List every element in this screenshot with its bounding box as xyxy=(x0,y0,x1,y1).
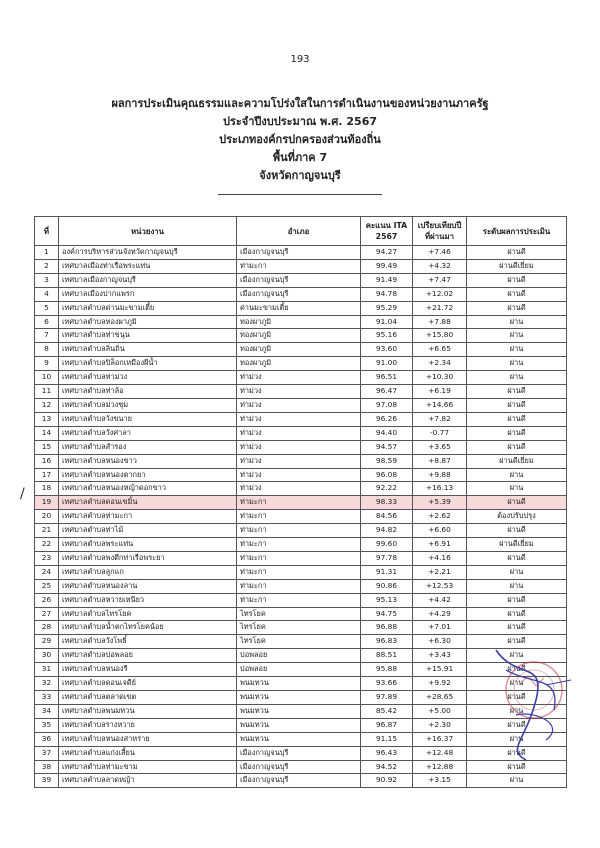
cell-score: 91.00 xyxy=(361,357,413,371)
cell-no: 15 xyxy=(35,440,59,454)
cell-compare: +2.34 xyxy=(413,357,467,371)
cell-level: ผ่านดี xyxy=(467,635,567,649)
table-row xyxy=(35,246,567,260)
cell-level: ผ่าน xyxy=(467,732,567,746)
header-level: ระดับผลการประเมิน xyxy=(467,217,567,246)
cell-district: บ่อพลอย xyxy=(237,649,361,663)
cell-district: ไทรโยค xyxy=(237,607,361,621)
cell-district: ไทรโยค xyxy=(237,621,361,635)
cell-agency: เทศบาลตำบลบ่อพลอย xyxy=(59,649,237,663)
cell-compare: +6.60 xyxy=(413,524,467,538)
cell-compare: +7.88 xyxy=(413,315,467,329)
cell-level: ผ่านดีเยี่ยม xyxy=(467,259,567,273)
cell-no: 22 xyxy=(35,538,59,552)
cell-compare: +9.88 xyxy=(413,468,467,482)
cell-no: 23 xyxy=(35,551,59,565)
table-row xyxy=(35,273,567,287)
cell-district: พนมทวน xyxy=(237,718,361,732)
cell-level: ผ่านดี xyxy=(467,273,567,287)
cell-score: 94.40 xyxy=(361,426,413,440)
table-row xyxy=(35,371,567,385)
cell-district: เมืองกาญจนบุรี xyxy=(237,746,361,760)
cell-level: ผ่านดี xyxy=(467,524,567,538)
cell-district: เมืองกาญจนบุรี xyxy=(237,760,361,774)
cell-score: 95.16 xyxy=(361,329,413,343)
cell-district: ท่ามะกา xyxy=(237,259,361,273)
cell-score: 95.29 xyxy=(361,301,413,315)
cell-score: 97.89 xyxy=(361,691,413,705)
cell-agency: เทศบาลตำบลรางหวาย xyxy=(59,718,237,732)
cell-compare: +4.42 xyxy=(413,593,467,607)
cell-score: 96.47 xyxy=(361,385,413,399)
cell-level: ผ่านดี xyxy=(467,385,567,399)
cell-compare: +3.65 xyxy=(413,440,467,454)
table-row xyxy=(35,385,567,399)
cell-score: 96.08 xyxy=(361,468,413,482)
cell-agency: เทศบาลตำบลท่าล้อ xyxy=(59,385,237,399)
cell-agency: เทศบาลตำบลวังขนาย xyxy=(59,412,237,426)
cell-no: 28 xyxy=(35,621,59,635)
cell-no: 19 xyxy=(35,496,59,510)
cell-agency: เทศบาลตำบลด่านมะขามเตี้ย xyxy=(59,301,237,315)
cell-district: ท่ามะกา xyxy=(237,524,361,538)
cell-no: 34 xyxy=(35,704,59,718)
cell-level: ผ่าน xyxy=(467,371,567,385)
cell-agency: เทศบาลตำบลแก่งเสี้ยน xyxy=(59,746,237,760)
cell-compare: +7.47 xyxy=(413,273,467,287)
cell-level: ผ่าน xyxy=(467,315,567,329)
cell-compare: +12.88 xyxy=(413,760,467,774)
cell-agency: เทศบาลตำบลหนองขาว xyxy=(59,454,237,468)
cell-no: 12 xyxy=(35,398,59,412)
cell-no: 24 xyxy=(35,565,59,579)
cell-score: 96.83 xyxy=(361,635,413,649)
cell-agency: เทศบาลตำบลไทรโยค xyxy=(59,607,237,621)
cell-compare: +4.29 xyxy=(413,607,467,621)
cell-agency: เทศบาลตำบลพงตึกท่าเรือพระยา xyxy=(59,551,237,565)
cell-score: 88.51 xyxy=(361,649,413,663)
cell-no: 29 xyxy=(35,635,59,649)
cell-level: ผ่านดี xyxy=(467,760,567,774)
cell-district: พนมทวน xyxy=(237,691,361,705)
cell-no: 8 xyxy=(35,343,59,357)
cell-level: ผ่านดี xyxy=(467,718,567,732)
title-line-5: จังหวัดกาญจนบุรี xyxy=(259,169,341,182)
cell-compare: +10.30 xyxy=(413,371,467,385)
cell-level: ผ่านดี xyxy=(467,426,567,440)
cell-no: 11 xyxy=(35,385,59,399)
cell-compare: +5.00 xyxy=(413,704,467,718)
cell-score: 90.86 xyxy=(361,579,413,593)
cell-agency: เทศบาลตำบลท่ามะกา xyxy=(59,510,237,524)
cell-no: 4 xyxy=(35,287,59,301)
document-title xyxy=(0,95,600,185)
table-row xyxy=(35,579,567,593)
cell-level: ผ่าน xyxy=(467,357,567,371)
cell-score: 96.43 xyxy=(361,746,413,760)
page-number: 193 xyxy=(290,54,310,65)
cell-agency: เทศบาลตำบลทองผาภูมิ xyxy=(59,315,237,329)
cell-district: ท่ามะกา xyxy=(237,565,361,579)
table-row xyxy=(35,551,567,565)
cell-no: 13 xyxy=(35,412,59,426)
cell-no: 37 xyxy=(35,746,59,760)
cell-score: 90.92 xyxy=(361,774,413,788)
cell-district: ท่าม่วง xyxy=(237,426,361,440)
cell-no: 9 xyxy=(35,357,59,371)
cell-compare: +12.48 xyxy=(413,746,467,760)
cell-no: 21 xyxy=(35,524,59,538)
cell-district: ท่ามะกา xyxy=(237,551,361,565)
cell-level: ผ่านดี xyxy=(467,287,567,301)
cell-agency: เทศบาลเมืองกาญจนบุรี xyxy=(59,273,237,287)
cell-level: ผ่านดี xyxy=(467,398,567,412)
cell-score: 94.75 xyxy=(361,607,413,621)
cell-compare: +12.53 xyxy=(413,579,467,593)
cell-district: ทองผาภูมิ xyxy=(237,315,361,329)
cell-compare: +6.19 xyxy=(413,385,467,399)
cell-agency: เทศบาลตำบลท่ามะขาม xyxy=(59,760,237,774)
cell-level: ผ่าน xyxy=(467,677,567,691)
title-line-1: ผลการประเมินคุณธรรมและความโปร่งใสในการดำเนินงานของหน่วยงานภาครัฐ xyxy=(111,97,489,110)
cell-district: ท่าม่วง xyxy=(237,482,361,496)
cell-compare: +6.65 xyxy=(413,343,467,357)
cell-score: 99.60 xyxy=(361,538,413,552)
cell-compare: +16.13 xyxy=(413,482,467,496)
cell-agency: เทศบาลตำบลม่วงชุม xyxy=(59,398,237,412)
cell-no: 3 xyxy=(35,273,59,287)
cell-no: 33 xyxy=(35,691,59,705)
cell-compare: +7.46 xyxy=(413,246,467,260)
cell-score: 85.42 xyxy=(361,704,413,718)
cell-level: ผ่าน xyxy=(467,565,567,579)
cell-no: 17 xyxy=(35,468,59,482)
cell-district: ท่าม่วง xyxy=(237,468,361,482)
cell-agency: เทศบาลตำบลสำรอง xyxy=(59,440,237,454)
cell-score: 91.04 xyxy=(361,315,413,329)
table-row xyxy=(35,343,567,357)
cell-agency: เทศบาลตำบลท่าม่วง xyxy=(59,371,237,385)
cell-score: 96.26 xyxy=(361,412,413,426)
header-district: อำเภอ xyxy=(237,217,361,246)
cell-score: 84.56 xyxy=(361,510,413,524)
cell-score: 91.31 xyxy=(361,565,413,579)
table-row xyxy=(35,524,567,538)
cell-district: ท่ามะกา xyxy=(237,496,361,510)
table-row xyxy=(35,329,567,343)
cell-score: 98.33 xyxy=(361,496,413,510)
cell-score: 98.59 xyxy=(361,454,413,468)
cell-no: 30 xyxy=(35,649,59,663)
cell-district: ทองผาภูมิ xyxy=(237,329,361,343)
cell-agency: เทศบาลตำบลวังศาลา xyxy=(59,426,237,440)
cell-no: 10 xyxy=(35,371,59,385)
table-row xyxy=(35,357,567,371)
cell-district: เมืองกาญจนบุรี xyxy=(237,774,361,788)
cell-agency: เทศบาลตำบลปิล็อกเหมืองผีน้ำ xyxy=(59,357,237,371)
cell-compare: +3.43 xyxy=(413,649,467,663)
cell-level: ผ่านดี xyxy=(467,246,567,260)
table-row xyxy=(35,287,567,301)
cell-score: 92.22 xyxy=(361,482,413,496)
cell-district: ท่ามะกา xyxy=(237,579,361,593)
cell-district: ท่าม่วง xyxy=(237,371,361,385)
cell-district: ท่าม่วง xyxy=(237,440,361,454)
cell-agency: เทศบาลตำบลน้ำตกไทรโยคน้อย xyxy=(59,621,237,635)
table-row xyxy=(35,426,567,440)
cell-score: 96.87 xyxy=(361,718,413,732)
cell-level: ผ่านดี xyxy=(467,607,567,621)
cell-agency: เทศบาลตำบลหนองหญ้าดอกขาว xyxy=(59,482,237,496)
table-row xyxy=(35,454,567,468)
cell-level: ต้องปรับปรุง xyxy=(467,510,567,524)
cell-agency: เทศบาลตำบลลิ่นถิ่น xyxy=(59,343,237,357)
cell-no: 35 xyxy=(35,718,59,732)
header-score: คะแนน ITA 2567 xyxy=(361,217,413,246)
cell-level: ผ่าน xyxy=(467,649,567,663)
cell-agency: เทศบาลตำบลท่าขนุน xyxy=(59,329,237,343)
cell-level: ผ่านดี xyxy=(467,746,567,760)
cell-compare: +4.16 xyxy=(413,551,467,565)
cell-no: 26 xyxy=(35,593,59,607)
cell-compare: -0.77 xyxy=(413,426,467,440)
table-row xyxy=(35,593,567,607)
cell-compare: +21.72 xyxy=(413,301,467,315)
cell-no: 32 xyxy=(35,677,59,691)
cell-level: ผ่านดี xyxy=(467,691,567,705)
cell-district: ท่าม่วง xyxy=(237,398,361,412)
cell-no: 7 xyxy=(35,329,59,343)
cell-no: 39 xyxy=(35,774,59,788)
cell-agency: เทศบาลตำบลหนองรี xyxy=(59,663,237,677)
cell-score: 97.08 xyxy=(361,398,413,412)
cell-no: 27 xyxy=(35,607,59,621)
table-row xyxy=(35,510,567,524)
cell-district: ท่ามะกา xyxy=(237,593,361,607)
cell-no: 16 xyxy=(35,454,59,468)
cell-agency: เทศบาลตำบลท่าไม้ xyxy=(59,524,237,538)
cell-score: 94.27 xyxy=(361,246,413,260)
cell-district: ท่าม่วง xyxy=(237,385,361,399)
title-line-2: ประจำปีงบประมาณ พ.ศ. 2567 xyxy=(222,115,378,128)
cell-agency: เทศบาลตำบลตลาดเขต xyxy=(59,691,237,705)
cell-compare: +7.82 xyxy=(413,412,467,426)
cell-score: 94.82 xyxy=(361,524,413,538)
cell-no: 31 xyxy=(35,663,59,677)
cell-district: ทองผาภูมิ xyxy=(237,357,361,371)
cell-score: 94.52 xyxy=(361,760,413,774)
cell-agency: เทศบาลตำบลลาดหญ้า xyxy=(59,774,237,788)
cell-agency: องค์การบริหารส่วนจังหวัดกาญจนบุรี xyxy=(59,246,237,260)
margin-mark: / xyxy=(20,486,25,502)
cell-district: ทองผาภูมิ xyxy=(237,343,361,357)
cell-no: 36 xyxy=(35,732,59,746)
cell-level: ผ่านดีเยี่ยม xyxy=(467,538,567,552)
table-row xyxy=(35,398,567,412)
cell-score: 93.66 xyxy=(361,677,413,691)
cell-level: ผ่าน xyxy=(467,343,567,357)
cell-compare: +2.30 xyxy=(413,718,467,732)
cell-level: ผ่าน xyxy=(467,774,567,788)
cell-no: 6 xyxy=(35,315,59,329)
cell-agency: เทศบาลตำบลวังโพธิ์ xyxy=(59,635,237,649)
cell-level: ผ่านดี xyxy=(467,412,567,426)
cell-compare: +12.02 xyxy=(413,287,467,301)
cell-district: ไทรโยค xyxy=(237,635,361,649)
cell-score: 91.15 xyxy=(361,732,413,746)
cell-level: ผ่านดีเยี่ยม xyxy=(467,454,567,468)
table-row xyxy=(35,412,567,426)
cell-district: ด่านมะขามเตี้ย xyxy=(237,301,361,315)
cell-agency: เทศบาลตำบลพนมทวน xyxy=(59,704,237,718)
cell-district: ท่ามะกา xyxy=(237,538,361,552)
cell-agency: เทศบาลตำบลดอนเขมิ้น xyxy=(59,496,237,510)
cell-compare: +15.80 xyxy=(413,329,467,343)
cell-compare: +2.21 xyxy=(413,565,467,579)
cell-score: 93.60 xyxy=(361,343,413,357)
table-row xyxy=(35,607,567,621)
table-row xyxy=(35,468,567,482)
cell-no: 14 xyxy=(35,426,59,440)
cell-district: เมืองกาญจนบุรี xyxy=(237,273,361,287)
cell-compare: +4.32 xyxy=(413,259,467,273)
cell-no: 38 xyxy=(35,760,59,774)
cell-district: ท่ามะกา xyxy=(237,510,361,524)
cell-district: พนมทวน xyxy=(237,677,361,691)
cell-no: 5 xyxy=(35,301,59,315)
cell-agency: เทศบาลตำบลลูกแก xyxy=(59,565,237,579)
cell-score: 94.78 xyxy=(361,287,413,301)
cell-compare: +6.30 xyxy=(413,635,467,649)
table-row xyxy=(35,538,567,552)
cell-compare: +16.37 xyxy=(413,732,467,746)
cell-compare: +8.87 xyxy=(413,454,467,468)
header-agency: หน่วยงาน xyxy=(59,217,237,246)
cell-level: ผ่าน xyxy=(467,704,567,718)
cell-district: พนมทวน xyxy=(237,732,361,746)
table-row xyxy=(35,565,567,579)
table-row xyxy=(35,774,567,788)
table-header-row xyxy=(35,217,567,246)
cell-compare: +28.65 xyxy=(413,691,467,705)
cell-score: 96.88 xyxy=(361,621,413,635)
cell-level: ผ่านดี xyxy=(467,301,567,315)
title-line-4: พื้นที่ภาค 7 xyxy=(272,151,328,164)
cell-agency: เทศบาลตำบลพระแท่น xyxy=(59,538,237,552)
table-row xyxy=(35,496,567,510)
cell-compare: +14.66 xyxy=(413,398,467,412)
signature-icon xyxy=(476,640,576,770)
cell-district: บ่อพลอย xyxy=(237,663,361,677)
title-line-3: ประเภทองค์กรปกครองส่วนท้องถิ่น xyxy=(219,133,381,146)
table-row xyxy=(35,440,567,454)
cell-no: 1 xyxy=(35,246,59,260)
cell-level: ผ่านดี xyxy=(467,663,567,677)
table-row xyxy=(35,315,567,329)
cell-compare: +3.15 xyxy=(413,774,467,788)
cell-level: ผ่านดี xyxy=(467,496,567,510)
cell-no: 2 xyxy=(35,259,59,273)
cell-compare: +6.91 xyxy=(413,538,467,552)
table-row xyxy=(35,621,567,635)
cell-district: พนมทวน xyxy=(237,704,361,718)
header-compare: เปรียบเทียบปีที่ผ่านมา xyxy=(413,217,467,246)
cell-level: ผ่าน xyxy=(467,482,567,496)
cell-agency: เทศบาลตำบลดอนเจดีย์ xyxy=(59,677,237,691)
cell-agency: เทศบาลเมืองปากแพรก xyxy=(59,287,237,301)
cell-score: 95.88 xyxy=(361,663,413,677)
cell-agency: เทศบาลตำบลหนองสาหร่าย xyxy=(59,732,237,746)
cell-compare: +5.39 xyxy=(413,496,467,510)
cell-score: 94.57 xyxy=(361,440,413,454)
cell-level: ผ่านดี xyxy=(467,551,567,565)
table-row xyxy=(35,259,567,273)
cell-compare: +15.91 xyxy=(413,663,467,677)
cell-compare: +7.01 xyxy=(413,621,467,635)
cell-level: ผ่าน xyxy=(467,468,567,482)
cell-score: 99.49 xyxy=(361,259,413,273)
cell-compare: +2.62 xyxy=(413,510,467,524)
cell-district: ท่าม่วง xyxy=(237,412,361,426)
cell-score: 96.51 xyxy=(361,371,413,385)
cell-score: 97.78 xyxy=(361,551,413,565)
cell-level: ผ่านดี xyxy=(467,621,567,635)
cell-level: ผ่าน xyxy=(467,579,567,593)
cell-score: 91.49 xyxy=(361,273,413,287)
cell-no: 20 xyxy=(35,510,59,524)
cell-level: ผ่านดี xyxy=(467,440,567,454)
cell-agency: เทศบาลเมืองท่าเรือพระแท่น xyxy=(59,259,237,273)
table-row xyxy=(35,301,567,315)
cell-district: เมืองกาญจนบุรี xyxy=(237,287,361,301)
cell-district: เมืองกาญจนบุรี xyxy=(237,246,361,260)
cell-agency: เทศบาลตำบลหนองลาน xyxy=(59,579,237,593)
cell-district: ท่าม่วง xyxy=(237,454,361,468)
header-no: ที่ xyxy=(35,217,59,246)
cell-agency: เทศบาลตำบลหนองตากยา xyxy=(59,468,237,482)
title-underline xyxy=(218,194,382,195)
cell-score: 95.13 xyxy=(361,593,413,607)
cell-no: 18 xyxy=(35,482,59,496)
cell-no: 25 xyxy=(35,579,59,593)
cell-level: ผ่าน xyxy=(467,329,567,343)
cell-compare: +9.92 xyxy=(413,677,467,691)
table-row xyxy=(35,482,567,496)
cell-agency: เทศบาลตำบลหวายเหนียว xyxy=(59,593,237,607)
cell-level: ผ่านดี xyxy=(467,593,567,607)
